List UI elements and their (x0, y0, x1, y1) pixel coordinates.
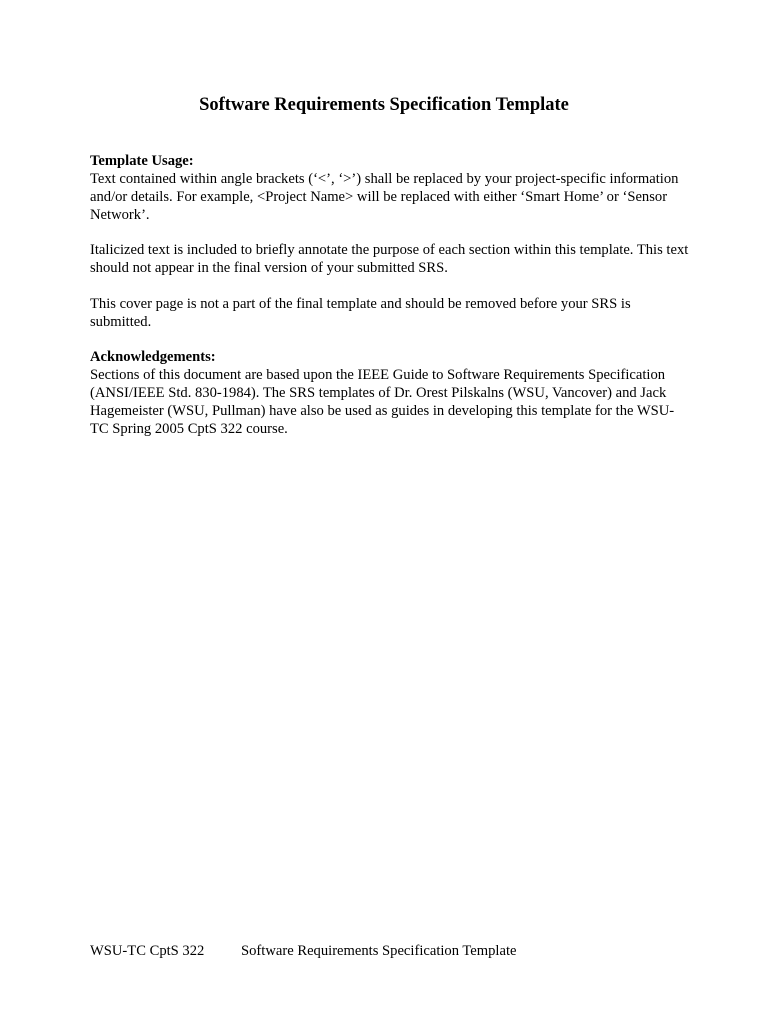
footer-course-label: WSU-TC CptS 322 (90, 943, 205, 959)
acknowledgements-paragraph: Sections of this document are based upon the IEEE Guide to Software Requirements Specification (ANSI/IEEE Std. 830-1984). The SRS templates of Dr. Orest Pilskalns (WSU, Vancover) and Jack Hagemeister (WSU, Pullman) have also be used as guides in developing this template for the WSU-TC Spring 2005 CptS 322 course. (90, 367, 675, 437)
template-usage-paragraph: Text contained within angle brackets (‘<’, ‘>’) shall be replaced by your project-specific information and/or details. For example, <Project Name> will be replaced with either ‘Smart Home’ or ‘Sensor Network’. (90, 171, 679, 223)
acknowledgements-heading: Acknowledgements: (90, 349, 216, 365)
template-usage-heading: Template Usage: (90, 153, 194, 169)
template-usage-section (90, 152, 690, 224)
page-footer (90, 942, 517, 960)
document-title: Software Requirements Specification Template (199, 95, 569, 115)
footer-document-name: Software Requirements Specification Template (241, 943, 517, 959)
cover-page-note-paragraph: This cover page is not a part of the final template and should be removed before your SRS is submitted. (90, 296, 631, 330)
italic-note-section (90, 241, 690, 277)
italic-note-paragraph: Italicized text is included to briefly annotate the purpose of each section within this template. This text should not appear in the final version of your submitted SRS. (90, 242, 689, 276)
cover-page-note-section (90, 295, 690, 331)
acknowledgements-section (90, 348, 690, 438)
